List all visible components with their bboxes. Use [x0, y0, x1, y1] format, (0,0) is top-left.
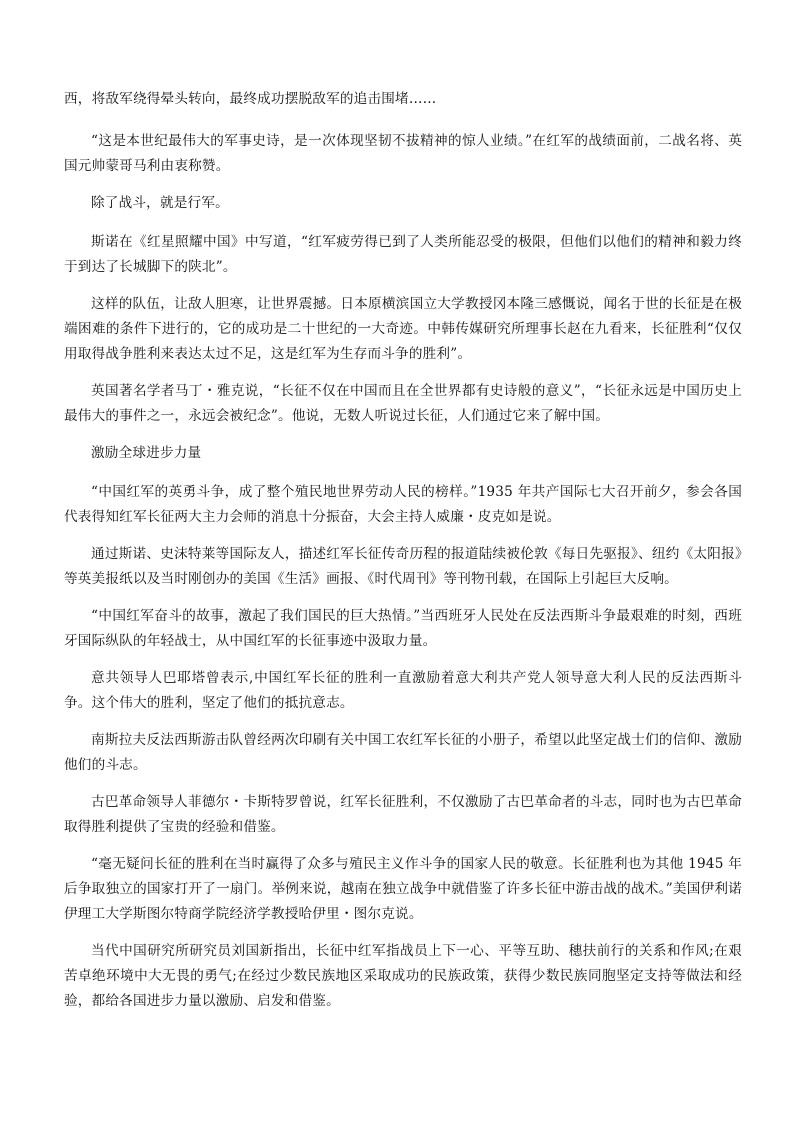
paragraph-comintern: “中国红军的英勇斗争，成了整个殖民地世界劳动人民的榜样。”1935 年共产国际七大召开前夕，参会各国代表得知红军长征两大主力会师的消息十分振奋，大会主持人威廉・皮克如是说。: [64, 484, 742, 525]
paragraph-yugoslavia: 南斯拉夫反法西斯游击队曾经两次印刷有关中国工农红军长征的小册子，希望以此坚定战士们的信仰、激励他们的斗志。: [64, 732, 742, 773]
paragraph-snow: 斯诺在《红星照耀中国》中写道，“红军疲劳得已到了人类所能忍受的极限，但他们以他们的精神和毅力终于到达了长城脚下的陕北”。: [64, 234, 742, 275]
paragraph-foreign-press: 通过斯诺、史沫特莱等国际友人，描述红军长征传奇历程的报道陆续被伦敦《每日先驱报》、纽约《太阳报》等英美报纸以及当时刚创办的美国《生活》画报、《时代周刊》等刊物刊载，在国际上引起巨大反响。: [64, 546, 742, 587]
paragraph-continuation: 西，将敌军绕得晕头转向，最终成功摆脱敌军的追击围堵……: [64, 91, 437, 107]
paragraph-martin-jacques: 英国著名学者马丁・雅克说，“长征不仅在中国而且在全世界都有史诗般的意义”，“长征永远是中国历史上最伟大的事件之一，永远会被纪念”。他说，无数人听说过长征，人们通过它来了解中国。: [64, 383, 742, 424]
paragraph-spain: “中国红军奋斗的故事，激起了我们国民的巨大热情。”当西班牙人民处在反法西斯斗争最艰难的时刻，西班牙国际纵队的年轻战士，从中国红军的长征事迹中汲取力量。: [64, 608, 742, 649]
paragraph-liu-guoxin: 当代中国研究所研究员刘国新指出，长征中红军指战员上下一心、平等互助、穗扶前行的关系和作风;在艰苦卓绝环境中大无畏的勇气;在经过少数民族地区采取成功的民族政策，获得少数民族同胞坚定支持等做法和经验，都给各国进步力量以激励、启发和借鉴。: [64, 943, 742, 1009]
paragraph-italy: 意共领导人巴耶塔曾表示,中国红军长征的胜利一直激励着意大利共产党人领导意大利人民的反法西斯斗争。这个伟大的胜利，坚定了他们的抵抗意志。: [64, 670, 742, 711]
paragraph-montgomery: “这是本世纪最伟大的军事史诗，是一次体现坚韧不拔精神的惊人业绩。”在红军的战绩面前，二战名将、英国元帅蒙哥马利由衷称赞。: [64, 133, 742, 174]
paragraph-cuba: 古巴革命领导人菲德尔・卡斯特罗曾说，红军长征胜利，不仅激励了古巴革命者的斗志，同时也为古巴革命取得胜利提供了宝贵的经验和借鉴。: [64, 794, 742, 835]
paragraph-turk: “毫无疑问长征的胜利在当时赢得了众多与殖民主义作斗争的国家人民的敬意。长征胜利也为其他 1945 年后争取独立的国家打开了一扇门。举例来说，越南在独立战争中就借鉴了许多长征中游击战的战术。”美国伊利诺伊理工大学斯图尔特商学院经济学教授哈伊里・图尔克说。: [64, 856, 742, 922]
paragraph-march: 除了战斗，就是行军。: [91, 195, 229, 211]
section-heading: 激励全球进步力量: [91, 445, 202, 461]
paragraph-world-shock: 这样的队伍，让敌人胆寒，让世界震撼。日本原横滨国立大学教授冈本隆三感慨说，闻名于世的长征是在极端困难的条件下进行的，它的成功是二十世纪的一大奇迹。中韩传媒研究所理事长赵在九看来，长征胜利“仅仅用取得战争胜利来表达太过不足，这是红军为生存而斗争的胜利”。: [64, 296, 742, 362]
